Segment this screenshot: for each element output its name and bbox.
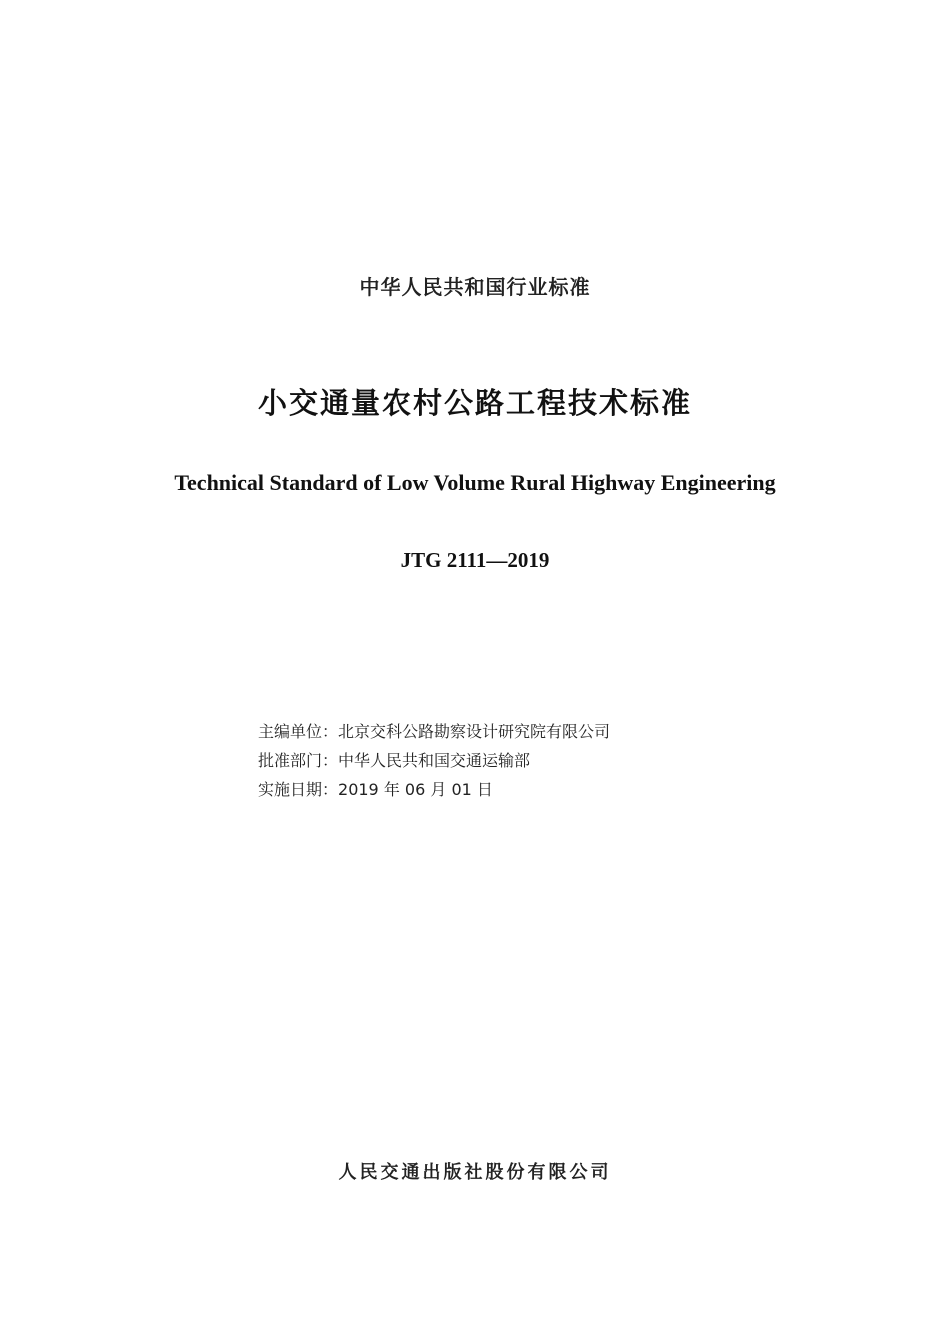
effective-label: 实施日期： <box>258 780 339 799</box>
approver-label: 批准部门： <box>258 751 339 770</box>
effective-value: 2019 年 06 月 01 日 <box>338 780 493 799</box>
publisher-name: 人民交通出版社股份有限公司 <box>338 1162 612 1183</box>
standard-series-heading: 中华人民共和国行业标准 <box>359 275 591 299</box>
standard-code: JTG 2111—2019 <box>400 548 550 572</box>
approver-row <box>258 746 610 775</box>
english-title: Technical Standard of Low Volume Rural Highway Engineering <box>174 470 776 495</box>
publication-info <box>258 717 610 804</box>
editor-label: 主编单位： <box>258 722 339 741</box>
editor-value: 北京交科公路勘察设计研究院有限公司 <box>338 722 611 741</box>
approver-value: 中华人民共和国交通运输部 <box>338 751 531 770</box>
editor-row <box>258 717 610 746</box>
chinese-title: 小交通量农村公路工程技术标准 <box>257 386 692 420</box>
effective-date-row <box>258 775 610 804</box>
